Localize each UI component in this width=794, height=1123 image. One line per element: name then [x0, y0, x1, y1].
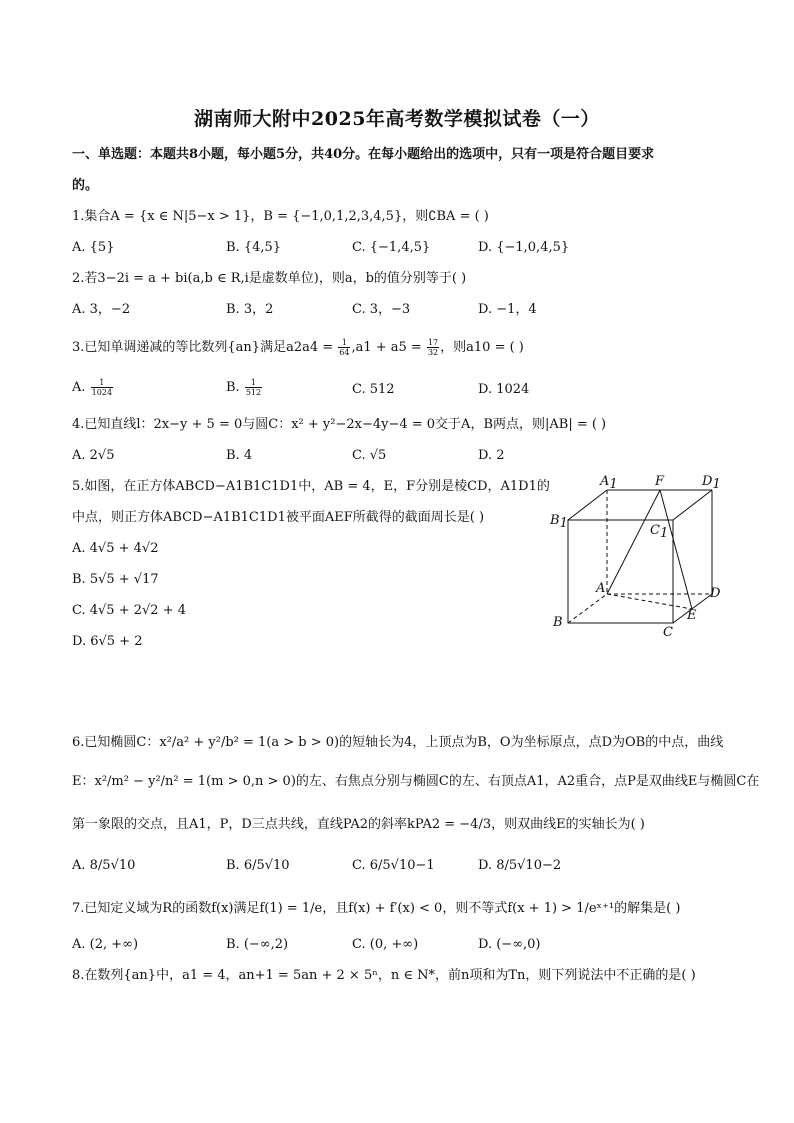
question-5-option-a: A. 4√5 + 4√2: [72, 541, 159, 556]
label-d: D: [710, 586, 721, 601]
label-a1: A1: [600, 474, 618, 492]
question-3-stem-part-a: 3.已知单调递减的等比数列{an}满足a2a4 =: [72, 340, 338, 355]
question-3-option-a-fraction: [91, 378, 113, 397]
question-6-stem-line3: 第一象限的交点，且A1，P，D三点共线，直线PA2的斜率kPA2 = −4/3，则双曲线E的实轴长为( ): [72, 817, 645, 832]
question-3-option-d: D. 1024: [478, 382, 530, 397]
question-1-option-d: D. {−1,0,4,5}: [478, 240, 570, 255]
question-4-option-d: D. 2: [478, 448, 505, 463]
label-a: A: [596, 581, 606, 596]
question-3-option-c: C. 512: [352, 382, 395, 397]
question-5-option-d: D. 6√5 + 2: [72, 634, 143, 649]
question-3-option-b: [226, 378, 263, 397]
label-e: E: [687, 608, 697, 623]
question-3-option-b-denominator: 512: [245, 388, 262, 397]
question-3-fraction-1-denominator: 64: [339, 348, 350, 357]
question-7-option-d: D. (−∞,0): [478, 937, 541, 952]
question-3-stem-part-b: ,a1 + a5 =: [351, 340, 426, 355]
label-b1: B1: [550, 513, 568, 531]
question-3-option-b-label: B.: [226, 380, 240, 395]
question-3-fraction-1: [338, 338, 350, 357]
question-7-option-b: B. (−∞,2): [226, 937, 289, 952]
question-1-stem: 1.集合A = {x ∈ N|5−x > 1}，B = {−1,0,1,2,3,4,5}，则∁BA = ( ): [72, 209, 489, 224]
question-6-stem-line2: E：x²/m² − y²/n² = 1(m > 0,n > 0)的左、右焦点分别与椭圆C的左、右顶点A1，A2重合，点P是双曲线E与椭圆C在: [72, 774, 760, 789]
hidden-line-a-e: [607, 594, 692, 609]
cube-figure: [540, 472, 740, 642]
question-1-option-b: B. {4,5}: [226, 240, 282, 255]
label-f: F: [655, 474, 665, 489]
question-5-option-b: B. 5√5 + √17: [72, 572, 159, 587]
question-1-option-c: C. {−1,4,5}: [352, 240, 431, 255]
question-6-option-b: B. 6/5√10: [226, 858, 290, 873]
question-2-option-d: D. −1，4: [478, 302, 537, 317]
question-7-option-a: A. (2, +∞): [72, 937, 139, 952]
section-header-line1: 一、单选题：本题共8小题，每小题5分，共40分。在每小题给出的选项中，只有一项是符合题目要求: [72, 147, 655, 162]
question-3-fraction-2-denominator: 32: [427, 348, 439, 357]
question-8-stem: 8.在数列{an}中，a1 = 4，an+1 = 5an + 2 × 5ⁿ，n ∈ N*，前n项和为Tn，则下列说法中不正确的是( ): [72, 968, 696, 983]
edge-b1-a1: [568, 490, 607, 520]
question-7-option-c: C. (0, +∞): [352, 937, 419, 952]
question-2-option-c: C. 3，−3: [352, 302, 411, 317]
hidden-edge-b-a: [568, 594, 607, 623]
question-3-stem: [72, 338, 524, 357]
question-5-stem-line2: 中点，则正方体ABCD−A1B1C1D1被平面AEF所截得的截面周长是( ): [72, 510, 485, 525]
label-c: C: [663, 625, 673, 640]
question-2-option-a: A. 3，−2: [72, 302, 131, 317]
question-4-option-b: B. 4: [226, 448, 253, 463]
question-3-option-a-denominator: 1024: [91, 388, 113, 397]
section-line-a-f: [607, 490, 660, 594]
question-7-stem: 7.已知定义域为R的函数f(x)满足f(1) = 1/e，且f(x) + f′(x) < 0，则不等式f(x + 1) > 1/eˣ⁺¹的解集是( ): [72, 901, 681, 916]
question-6-option-a: A. 8/5√10: [72, 858, 136, 873]
label-b: B: [553, 615, 563, 630]
question-2-stem: 2.若3−2i = a + bi(a,b ∈ R,i是虚数单位)，则a，b的值分别等于( ): [72, 271, 467, 286]
question-3-fraction-2-numerator: 17: [427, 338, 439, 347]
question-1-option-a: A. {5}: [72, 240, 115, 255]
question-6-option-d: D. 8/5√10−2: [478, 858, 562, 873]
question-4-option-c: C. √5: [352, 448, 387, 463]
question-4-stem: 4.已知直线l：2x−y + 5 = 0与圆C：x² + y²−2x−4y−4 = 0交于A，B两点，则|AB| = ( ): [72, 417, 607, 432]
question-6-stem-line1: 6.已知椭圆C：x²/a² + y²/b² = 1(a > b > 0)的短轴长为4，上顶点为B，O为坐标原点，点D为OB的中点，曲线: [72, 735, 724, 750]
label-c1: C1: [650, 523, 669, 541]
question-3-option-a-label: A.: [72, 380, 86, 395]
question-3-option-a-numerator: 1: [91, 378, 113, 388]
section-header-line2: 的。: [72, 178, 99, 193]
label-d1: D1: [702, 474, 721, 492]
question-5-stem-line1: 5.如图，在正方体ABCD−A1B1C1D1中，AB = 4，E，F分别是棱CD，A1D1的: [72, 479, 550, 494]
edge-c1-d1: [673, 490, 712, 520]
question-3-fraction-1-numerator: 1: [338, 338, 350, 348]
section-line-f-e: [660, 490, 692, 609]
question-2-option-b: B. 3，2: [226, 302, 274, 317]
question-3-option-b-fraction: [245, 378, 262, 397]
page-title: 湖南师大附中2025年高考数学模拟试卷（一）: [194, 108, 600, 130]
question-3-option-a: [72, 378, 114, 397]
question-3-fraction-2: [427, 338, 439, 357]
question-4-option-a: A. 2√5: [72, 448, 115, 463]
question-3-stem-part-c: ，则a10 = ( ): [440, 340, 524, 355]
question-3-option-b-numerator: 1: [245, 378, 262, 388]
question-6-option-c: C. 6/5√10−1: [352, 858, 435, 873]
question-5-option-c: C. 4√5 + 2√2 + 4: [72, 603, 186, 618]
